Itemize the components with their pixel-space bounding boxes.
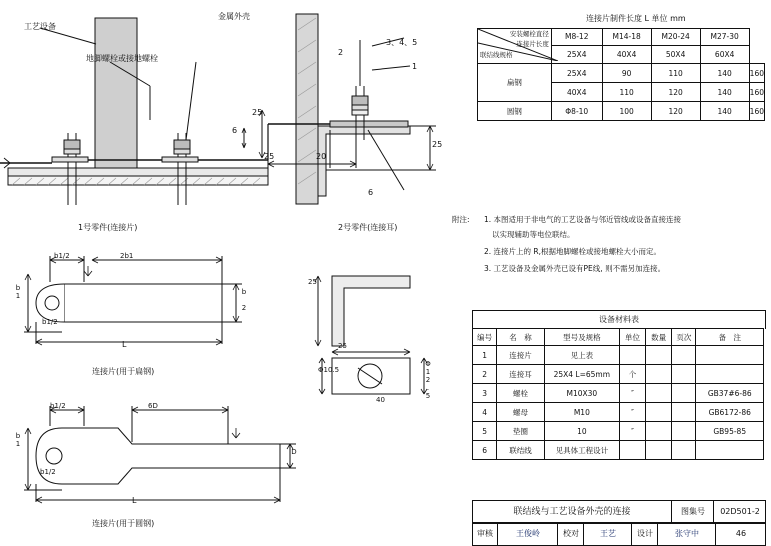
dim-b1-b: b1 (14, 432, 22, 448)
notes-title: 附注: (452, 215, 470, 224)
row-2-spec: Φ8-10 (551, 102, 602, 121)
material-table (472, 328, 764, 460)
mt-r0-remark (696, 346, 764, 365)
col-head-3: M27-30 (700, 29, 749, 46)
row-1-spec: 40X4 (551, 83, 602, 102)
connector-flat-detail (22, 248, 272, 348)
mt-r3-remark: GB6172-86 (696, 403, 764, 422)
row-1-v2: 140 (700, 83, 749, 102)
mt-r2-unit: ″ (619, 384, 645, 403)
dim-b1-a: b1 (14, 284, 22, 300)
mt-r5-name: 联结线 (497, 441, 545, 460)
dim-25-bottom: 25 (264, 152, 275, 161)
mt-r4-unit: ″ (619, 422, 645, 441)
spec-1: 40X4 (602, 45, 651, 63)
mt-r4-spec: 10 (544, 422, 619, 441)
group-flat: 扁钢 (478, 64, 552, 102)
dim-40: 40 (376, 396, 385, 404)
dim-dia-12-5: Φ12.5 (424, 360, 432, 400)
row-0-v0: 90 (602, 64, 651, 83)
label-item-2: 2 (338, 48, 344, 57)
dim-b2: b 2 (240, 288, 248, 312)
check-name: 王艺 (585, 523, 632, 545)
row-1-v3: 160 (749, 83, 764, 102)
mt-r1-qty (646, 365, 672, 384)
group-round: 圆钢 (478, 102, 552, 121)
material-table-title: 设备材料表 (599, 315, 639, 324)
elevation-detail-1 (0, 0, 450, 215)
dim-D: D (290, 448, 298, 456)
label-item-1: 1 (412, 62, 418, 71)
table-row (473, 441, 764, 460)
mt-head-5: 页次 (672, 329, 696, 346)
mt-r1-spec: 25X4 L=65mm (544, 365, 619, 384)
mt-r4-qty (646, 422, 672, 441)
diag-mid-label: 连接片长度 (516, 40, 549, 48)
dim-L-b: L (132, 496, 137, 505)
dim-25-angle-v: 25 (308, 278, 317, 286)
row-0-spec: 25X4 (551, 64, 602, 83)
review-name: 王俊岭 (499, 523, 558, 545)
mt-r2-name: 螺栓 (497, 384, 545, 403)
row-1-v1: 120 (651, 83, 700, 102)
review-label: 审核 (473, 523, 498, 545)
length-table-title: 连接片制件长度 L 单位 mm (586, 14, 686, 23)
mt-r5-no: 6 (473, 441, 497, 460)
table-row (473, 365, 764, 384)
title-block-main (472, 500, 766, 524)
row-1-v0: 110 (602, 83, 651, 102)
diag-left-label: 联结线规格 (480, 51, 513, 59)
spec-2: 50X4 (651, 45, 700, 63)
mt-r0-page (672, 346, 696, 365)
table-row (478, 64, 765, 83)
material-table-title-bar (472, 310, 766, 329)
atlas-number: 02D501-2 (720, 507, 760, 516)
mt-r4-remark: GB95-85 (696, 422, 764, 441)
mt-r5-remark (696, 441, 764, 460)
mt-head-0: 编号 (473, 329, 497, 346)
table-row (473, 384, 764, 403)
mt-r5-unit (619, 441, 645, 460)
mt-r2-remark: GB37#6-86 (696, 384, 764, 403)
row-2-v3: 160 (749, 102, 764, 121)
diag-top-label: 安装螺栓直径 (509, 30, 549, 38)
design-label: 设计 (633, 523, 658, 545)
title-block-signature (472, 522, 766, 546)
atlas-label: 图集号 (673, 501, 714, 523)
label-item-345: 3、4、5 (386, 38, 418, 47)
row-0-v3: 160 (749, 64, 764, 83)
table-row (478, 102, 765, 121)
mt-r0-spec: 见上表 (544, 346, 619, 365)
page-number: 46 (735, 529, 747, 538)
row-2-v2: 140 (700, 102, 749, 121)
mt-r2-no: 3 (473, 384, 497, 403)
check-label: 校对 (559, 523, 584, 545)
mt-r2-qty (646, 384, 672, 403)
spec-0: 25X4 (551, 45, 602, 63)
mt-r3-name: 螺母 (497, 403, 545, 422)
row-0-v2: 140 (700, 64, 749, 83)
col-head-2: M20-24 (651, 29, 700, 46)
mt-r5-page (672, 441, 696, 460)
diag-header-cell (478, 29, 552, 64)
note-item-2: 2. 连接片上的 R,根据地脚螺栓或接地螺栓大小而定。 (484, 247, 662, 256)
mt-r0-name: 连接片 (497, 346, 545, 365)
mt-head-2: 型号及规格 (544, 329, 619, 346)
length-table (477, 28, 765, 121)
label-item-6b: 6 (368, 188, 374, 197)
mt-r3-no: 4 (473, 403, 497, 422)
dim-20: 20 (316, 152, 327, 161)
connector-round-detail (22, 398, 302, 508)
spec-3: 60X4 (700, 45, 749, 63)
drawing-title: 联结线与工艺设备外壳的连接 (473, 501, 672, 523)
mt-r3-unit: ″ (619, 403, 645, 422)
note-item-3: 3. 工艺设备及金属外壳已设有PE线, 则不需另加连接。 (484, 264, 666, 273)
row-2-v1: 120 (651, 102, 700, 121)
dim-25-left: 25 (252, 108, 263, 117)
dim-6d: 6D (148, 402, 158, 410)
dim-b1-2-c: b1/2 (50, 402, 66, 410)
table-row (473, 403, 764, 422)
mt-r3-spec: M10 (544, 403, 619, 422)
table-row (473, 422, 764, 441)
label-anchor-bolt: 地脚螺栓或接地螺栓 (86, 54, 158, 63)
label-item-6a: 6 (232, 126, 238, 135)
mt-r1-name: 连接耳 (497, 365, 545, 384)
col-head-0: M8-12 (551, 29, 602, 46)
mt-r0-no: 1 (473, 346, 497, 365)
mt-r4-name: 垫圈 (497, 422, 545, 441)
table-row (478, 29, 765, 46)
design-name: 张守中 (659, 523, 716, 545)
mt-r1-remark (696, 365, 764, 384)
table-header-row (473, 329, 764, 346)
mt-head-6: 备 注 (696, 329, 764, 346)
caption-part-1: 1号零件(连接片) (78, 223, 138, 232)
dim-25-right: 25 (432, 140, 443, 149)
mt-r2-spec: M10X30 (544, 384, 619, 403)
label-metal-shell: 金属外壳 (218, 12, 250, 21)
mt-r4-page (672, 422, 696, 441)
dim-b1-2-d: b1/2 (40, 468, 56, 476)
col-head-1: M14-18 (602, 29, 651, 46)
dim-25-angle-h: 25 (338, 342, 347, 350)
row-0-v1: 110 (651, 64, 700, 83)
mt-r1-page (672, 365, 696, 384)
mt-r1-no: 2 (473, 365, 497, 384)
dim-2b1: 2b1 (120, 252, 134, 260)
mt-head-3: 单位 (619, 329, 645, 346)
dim-b1-2-b: b1/2 (42, 318, 58, 326)
mt-r3-qty (646, 403, 672, 422)
mt-r3-page (672, 403, 696, 422)
note-item-1: 以实现辅助等电位联结。 (492, 230, 575, 239)
mt-r4-no: 5 (473, 422, 497, 441)
mt-r5-qty (646, 441, 672, 460)
caption-connector-flat: 连接片(用于扁钢) (92, 367, 155, 376)
mt-r2-page (672, 384, 696, 403)
note-item-0: 1. 本图适用于非电气的工艺设备与邻近管线或设备直接连接 (484, 215, 682, 224)
mt-r5-spec: 见具体工程设计 (544, 441, 619, 460)
mt-r0-qty (646, 346, 672, 365)
mt-r1-unit: 个 (619, 365, 645, 384)
dim-L-a: L (122, 340, 127, 349)
caption-part-2: 2号零件(连接耳) (338, 223, 398, 232)
table-row (473, 346, 764, 365)
dim-b1-2-a: b1/2 (54, 252, 70, 260)
mt-head-1: 名 称 (497, 329, 545, 346)
caption-connector-round: 连接片(用于圆钢) (92, 519, 155, 528)
mt-head-4: 数量 (646, 329, 672, 346)
dim-dia-10-5: Φ10.5 (318, 366, 340, 374)
label-process-equipment: 工艺设备 (24, 22, 56, 31)
mt-r0-unit (619, 346, 645, 365)
row-2-v0: 100 (602, 102, 651, 121)
